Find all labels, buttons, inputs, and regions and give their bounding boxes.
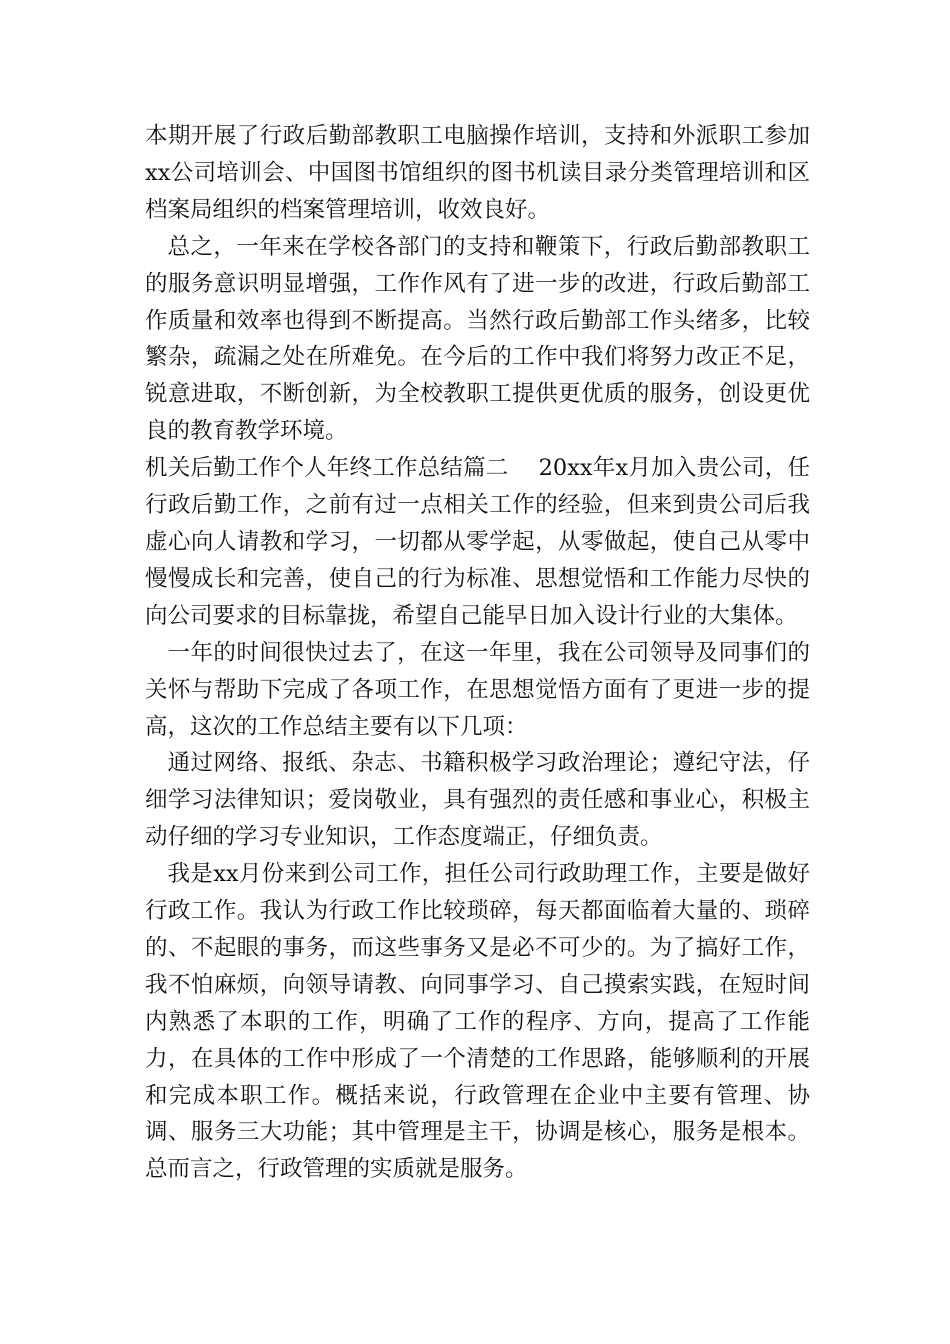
paragraph: 本期开展了行政后勤部教职工电脑操作培训，支持和外派职工参加xx公司培训会、中国图书馆组织的图书机读目录分类管理培训和区档案局组织的档案管理培训，收效良好。 [145,123,810,223]
paragraph-section-heading: 机关后勤工作个人年终工作总结篇二 20xx年x月加入贵公司，任行政后勤工作，之前有过一点相关工作的经验，但来到贵公司后我虚心向人请教和学习，一切都从零学起，从零做起，使自己从零中慢慢成长和完善，使自己的行为标准、思想觉悟和工作能力尽快的向公司要求的目标靠拢，希望自己能早日加入设计行业的大集体。 [145,455,810,629]
document-body [145,118,810,1188]
paragraph: 总之，一年来在学校各部门的支持和鞭策下，行政后勤部教职工的服务意识明显增强，工作作风有了进一步的改进，行政后勤部工作质量和效率也得到不断提高。当然行政后勤部工作头绪多，比较繁杂，疏漏之处在所难免。在今后的工作中我们将努力改正不足，锐意进取，不断创新，为全校教职工提供更优质的服务，创设更优良的教育教学环境。 [145,233,810,445]
paragraph: 一年的时间很快过去了，在这一年里，我在公司领导及同事们的关怀与帮助下完成了各项工作，在思想觉悟方面有了更进一步的提高，这次的工作总结主要有以下几项： [145,639,810,740]
paragraph: 我是xx月份来到公司工作，担任公司行政助理工作，主要是做好行政工作。我认为行政工作比较琐碎，每天都面临着大量的、琐碎的、不起眼的事务，而这些事务又是必不可少的。为了搞好工作，我不怕麻烦，向领导请教、向同事学习、自己摸索实践，在短时间内熟悉了本职的工作，明确了工作的程序、方向，提高了工作能力，在具体的工作中形成了一个清楚的工作思路，能够顺利的开展和完成本职工作。概括来说，行政管理在企业中主要有管理、协调、服务三大功能；其中管理是主干，协调是核心，服务是根本。总而言之，行政管理的实质就是服务。 [145,861,810,1183]
paragraph: 通过网络、报纸、杂志、书籍积极学习政治理论；遵纪守法，仔细学习法律知识；爱岗敬业，具有强烈的责任感和事业心，积极主动仔细的学习专业知识，工作态度端正，仔细负责。 [145,750,810,851]
